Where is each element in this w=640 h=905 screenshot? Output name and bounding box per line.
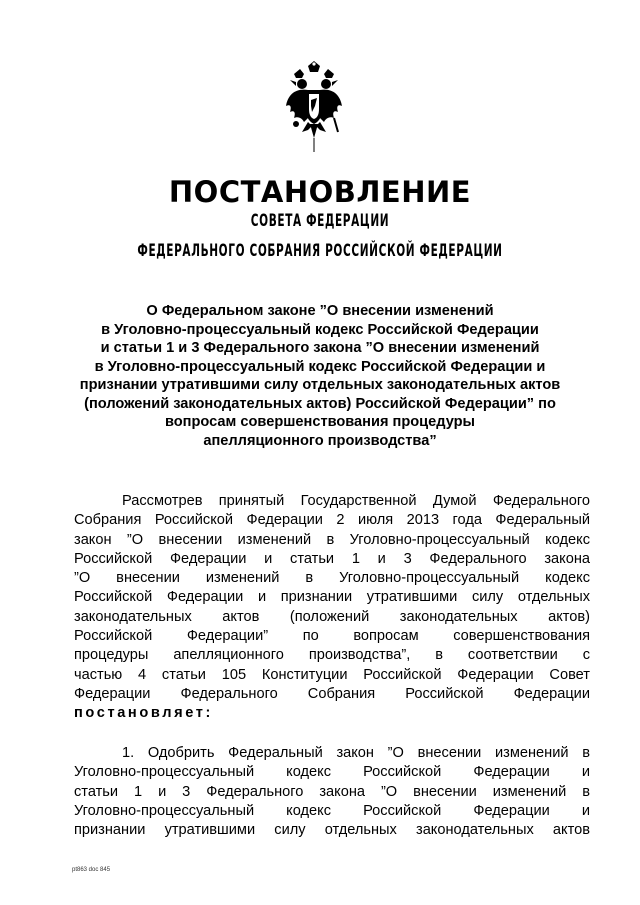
footer-code: pt863 doc 845: [72, 867, 111, 873]
resolves-line: [74, 704, 590, 723]
subject-line: в Уголовно-процессуальный кодекс Российской Федерации и: [94, 358, 546, 375]
paragraph-line: частью 4 статьи 105 Конституции Российской Федерации Совет: [74, 666, 590, 683]
subject-heading: [60, 302, 580, 450]
paragraph-line: законодательных актов (положений законодательных актов): [74, 608, 590, 625]
paragraph-line: закон ”О внесении изменений в Уголовно-процессуальный кодекс: [74, 531, 590, 548]
resolves-word: постановляет:: [74, 705, 213, 722]
paragraph-line: Российской Федерации и признании утратившими силу отдельных: [74, 589, 590, 606]
subject-line: в Уголовно-процессуальный кодекс Российской Федерации: [101, 321, 539, 338]
subject-line: апелляционного производства”: [203, 432, 437, 449]
subject-line: О Федеральном законе ”О внесении изменений: [146, 303, 494, 319]
paragraph-line: Уголовно-процессуальный кодекс Российской Федерации и: [74, 764, 590, 781]
subject-line: вопросам совершенствования процедуры: [164, 414, 476, 430]
subject-line: и статьи 1 и 3 Федерального закона ”О внесении изменений: [100, 340, 540, 356]
coat-of-arms-icon: [282, 60, 346, 156]
paragraph-line: 1. Одобрить Федеральный закон ”О внесении изменений в: [122, 745, 590, 761]
preamble-paragraph: [74, 492, 590, 724]
paragraph-line: Уголовно-процессуальный кодекс Российской Федерации и: [74, 802, 590, 819]
issuer-line-1: СОВЕТА ФЕДЕРАЦИИ: [250, 211, 390, 231]
paragraph-line: статьи 1 и 3 Федерального закона ”О внесении изменений в: [74, 783, 590, 800]
paragraph-line: Собрания Российской Федерации 2 июля 2013 года Федеральный: [74, 512, 590, 529]
issuer-line-2: ФЕДЕРАЛЬНОГО СОБРАНИЯ РОССИЙСКОЙ ФЕДЕРАЦИИ: [137, 241, 503, 261]
clause-1-paragraph: [74, 744, 590, 840]
paragraph-line: Российской Федерации” по вопросам совершенствования: [74, 628, 590, 645]
paragraph-line: процедуры апелляционного производства”, в соответствии с: [74, 647, 590, 664]
paragraph-line: Российской Федерации и статьи 1 и 3 Федерального закона: [74, 550, 590, 567]
paragraph-line: ”О внесении изменений в Уголовно-процессуальный кодекс: [74, 570, 590, 587]
paragraph-line: Федерации Федерального Собрания Российской Федерации: [74, 685, 590, 702]
subject-line: признании утратившими силу отдельных законодательных актов: [79, 377, 561, 393]
document-title: ПОСТАНОВЛЕНИЕ: [168, 175, 472, 209]
paragraph-line: Рассмотрев принятый Государственной Думой Федерального: [122, 493, 590, 509]
subject-line: (положений законодательных актов) Российской Федерации” по: [84, 395, 556, 412]
paragraph-line: признании утратившими силу отдельных законодательных актов: [74, 822, 590, 839]
